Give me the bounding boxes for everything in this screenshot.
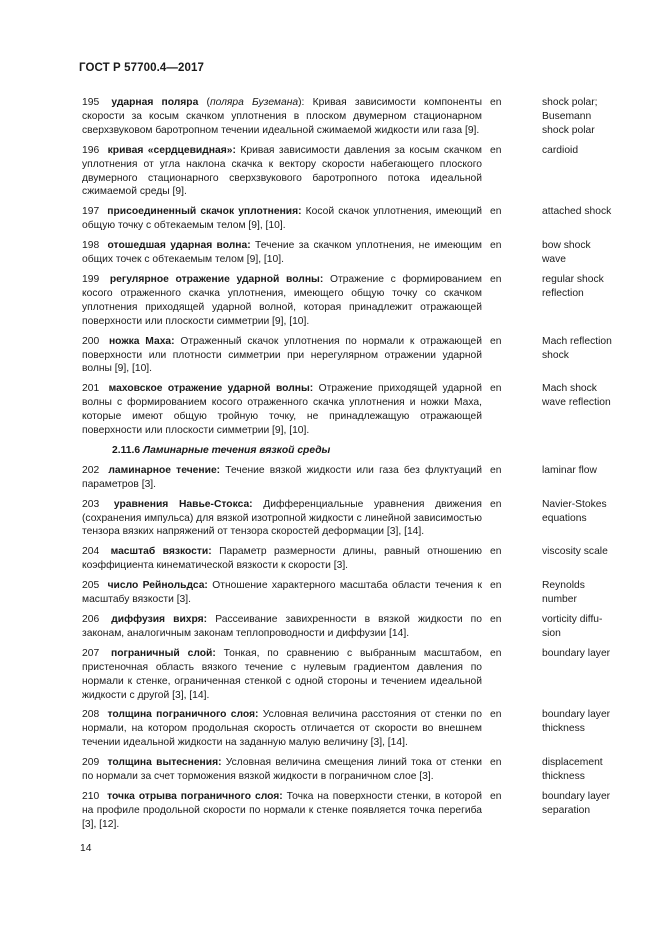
term-number: 203 xyxy=(82,498,100,510)
language-code: en xyxy=(490,206,502,218)
term-definition xyxy=(82,144,482,200)
page-number: 14 xyxy=(80,843,92,854)
term-name: маховское отражение ударной волны: xyxy=(108,383,314,395)
term-number: 195 xyxy=(82,97,100,108)
term-entry xyxy=(82,382,612,438)
language-code: en xyxy=(490,144,502,156)
term-definition xyxy=(82,205,482,233)
section-title: Ламинарные течения вязкой среды xyxy=(142,444,331,456)
term-text: Кривая зависимости компоненты скорости за косым скачком уплотнения в плоском двумерном стационарном сверхзвуковом баротропном течении идеальной сжимаемой жидкости или газа [9]. xyxy=(82,97,482,136)
language-code: en xyxy=(490,647,502,659)
term-name: кривая «сердцевидная»: xyxy=(107,144,236,156)
term-text: Течение за скачком уплотнения, не имеющим общих точек с обтекаемым телом [9], [10]. xyxy=(82,240,482,266)
term-entry xyxy=(82,790,612,832)
term-name: пограничный слой: xyxy=(111,647,216,659)
english-equivalent: bow shock wave xyxy=(542,240,591,266)
term-number: 207 xyxy=(82,647,100,659)
term-text: Течение вязкой жидкости или газа без флуктуаций параметров [3]. xyxy=(82,464,482,490)
term-entry xyxy=(82,239,612,267)
section-number: 2.11.6 xyxy=(112,444,141,456)
language-code: en xyxy=(490,498,502,510)
term-name: ножка Маха: xyxy=(108,335,175,347)
term-entry xyxy=(82,647,612,703)
term-text: Условная величина смещения линий тока от стенки по нормали за счет торможения вязкой жидкости в пограничном слое [3]. xyxy=(82,757,482,783)
term-definition xyxy=(82,790,482,832)
english-equivalent: laminar flow xyxy=(542,464,597,476)
term-entry xyxy=(82,273,612,329)
term-text: Рассеивание завихренности в вязкой жидкости по законам, аналогичным законам теплопроводности и диффузии [14]. xyxy=(82,614,482,639)
language-code: en xyxy=(490,546,502,558)
term-name: толщина пограничного слоя: xyxy=(107,709,259,721)
term-definition xyxy=(82,464,482,492)
term-number: 198 xyxy=(82,240,100,252)
language-code: en xyxy=(490,240,502,252)
term-text: Отношение характерного масштаба области течения к масштабу вязкости [3]. xyxy=(82,580,482,606)
term-text: Точка на поверхности стенки, в которой на профиле продольной скорости по нормали к стенке появляется точка перегиба [3], [12]. xyxy=(82,790,482,830)
term-number: 200 xyxy=(82,335,100,347)
language-code: en xyxy=(490,464,502,476)
term-entry xyxy=(82,144,612,200)
term-name: число Рейнольдса: xyxy=(107,580,208,592)
document-header: ГОСТ Р 57700.4—2017 xyxy=(79,62,204,74)
language-code: en xyxy=(490,335,502,347)
term-entry xyxy=(82,498,612,540)
term-text: Тонкая, по сравнению с выбранным масштабом, пристеночная область вязкого течение с нулевым градиентом давления по нормали к стенке, ограниченная стенкой с одной стороны и течением идеальной жидкости с другой [3], [14]. xyxy=(82,647,482,701)
language-code: en xyxy=(490,273,502,285)
term-definition xyxy=(82,335,482,377)
term-number: 210 xyxy=(82,790,100,802)
term-name: присоединенный скачок уплотнения: xyxy=(107,206,302,218)
term-entry xyxy=(82,464,612,492)
term-number: 197 xyxy=(82,206,100,218)
term-name: регулярное отражение ударной волны: xyxy=(109,273,324,285)
english-equivalent: cardioid xyxy=(542,144,579,156)
english-equivalent: boundary layer xyxy=(542,647,611,659)
section-heading xyxy=(82,444,612,458)
term-text: Отражение с формированием косого отраженного скачка уплотнения, имеющего общую точку со скачком уплотнения приходящей ударной волной, которая принадлежит отражающей поверхности или плоскости симметрии [9], [10]. xyxy=(82,273,482,327)
english-equivalent: vorticity diffusion xyxy=(542,614,603,639)
term-name: уравнения Навье-Стокса: xyxy=(113,498,253,510)
term-entry xyxy=(82,579,612,607)
term-entry xyxy=(82,756,612,784)
language-code: en xyxy=(490,614,502,625)
english-equivalent: shock polar; Busemann shock polar xyxy=(542,97,598,136)
english-equivalent: regular shock reflection xyxy=(542,273,604,299)
term-text: Отражение приходящей ударной волны с формированием косого отраженного скачка уплотнения и ножки Маха, которые имеют общую тройную точку, не принадлежащую отражающей поверхности или плоскости симметрии [9], [10]. xyxy=(82,383,482,437)
term-entry xyxy=(82,708,612,750)
term-entry xyxy=(82,205,612,233)
term-text: Дифференциальные уравнения движения (сохранения импульса) для вязкой изотропной жидкости с линейной зависимостью тензора вязких напряжений от тензора скоростей деформации [3], [14]. xyxy=(82,498,482,538)
term-synonym: поляра Буземана xyxy=(209,97,299,108)
term-number: 204 xyxy=(82,546,100,558)
language-code: en xyxy=(490,709,502,721)
term-text: Отраженный скачок уплотнения по нормали к отражающей поверхности или плотности симметрии при нерегулярном отражении ударной волны [9], [10]. xyxy=(82,335,482,375)
term-entry xyxy=(82,96,612,138)
term-text: Косой скачок уплотнения, имеющий общую точку с обтекаемым телом [9], [10]. xyxy=(82,206,482,232)
term-entry xyxy=(82,613,612,641)
term-number: 209 xyxy=(82,757,100,769)
term-number: 206 xyxy=(82,614,100,625)
term-number: 202 xyxy=(82,464,100,476)
term-number: 199 xyxy=(82,273,100,285)
term-text: Кривая зависимости давления за косым скачком уплотнения от угла наклона скачка к вектору скорости набегающего плоского двумерного стационарного сверхзвукового баротропного потока идеальной сжимаемой среды [9]. xyxy=(82,144,482,198)
english-equivalent: Navier-Stokes equations xyxy=(542,498,607,524)
term-name: масштаб вязкости: xyxy=(110,546,212,558)
english-equivalent: boundary layer separation xyxy=(542,790,611,816)
term-definition xyxy=(82,613,482,641)
english-equivalent: Reynolds number xyxy=(542,580,585,606)
term-definition xyxy=(82,708,482,750)
term-text: Условная величина расстояния от стенки по нормали, на котором продольная скорость отличается от скорости во внешнем течении идеальной жидкости на заданную малую величину [3], [14]. xyxy=(82,709,482,749)
term-definition xyxy=(82,239,482,267)
term-number: 205 xyxy=(82,580,100,592)
term-entry xyxy=(82,335,612,377)
term-number: 196 xyxy=(82,144,100,156)
term-entry xyxy=(82,545,612,573)
english-equivalent: displacement thickness xyxy=(542,757,603,783)
term-definition: 195 ударная поляра (поляра Буземана): Кривая зависимости компоненты скорости за косым скачком уплотнения в плоском двумерном стационарном сверхзвуковом баротропном течении идеальной сжимаемой жидкости или газа [9]. xyxy=(82,97,482,136)
term-name: ударная поляра xyxy=(111,97,199,108)
term-name: точка отрыва пограничного слоя: xyxy=(107,790,283,802)
term-name: толщина вытеснения: xyxy=(107,757,222,769)
english-equivalent: boundary layer thickness xyxy=(542,709,611,735)
term-number: 208 xyxy=(82,709,100,721)
term-name: отошедшая ударная волна: xyxy=(107,240,251,252)
term-name: диффузия вихря: xyxy=(111,614,208,625)
terms-list xyxy=(82,96,612,838)
term-number: 201 xyxy=(82,383,100,395)
language-code: en xyxy=(490,790,502,802)
term-definition xyxy=(82,647,482,703)
english-equivalent: Mach reflection shock xyxy=(542,335,612,361)
language-code: en xyxy=(490,757,502,769)
english-equivalent: Mach shock wave reflection xyxy=(542,383,611,409)
language-code: en xyxy=(490,580,502,592)
language-code: en xyxy=(490,97,502,108)
term-definition xyxy=(82,273,482,329)
term-definition xyxy=(82,756,482,784)
english-equivalent: viscosity scale xyxy=(542,546,608,558)
term-definition xyxy=(82,579,482,607)
term-name: ламинарное течение: xyxy=(108,464,221,476)
term-text: Параметр размерности длины, равный отношению коэффициента кинематической вязкости к скорости [3]. xyxy=(82,546,482,572)
term-definition xyxy=(82,545,482,573)
term-definition xyxy=(82,382,482,438)
language-code: en xyxy=(490,383,502,395)
term-definition xyxy=(82,498,482,540)
english-equivalent: attached shock xyxy=(542,206,612,218)
